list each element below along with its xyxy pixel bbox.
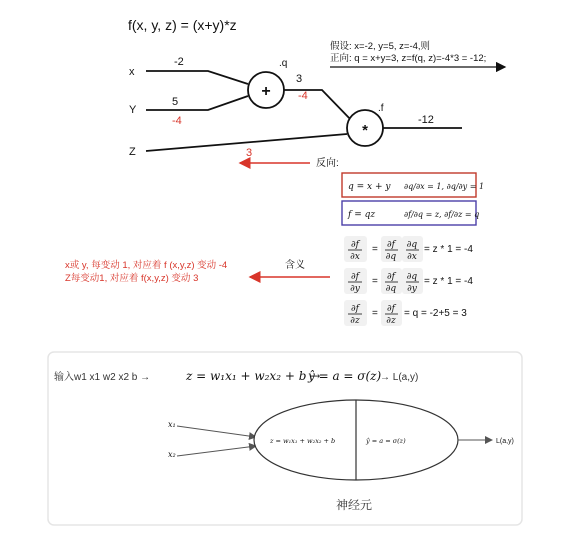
backward-label: 反向: <box>316 158 339 169</box>
multiply-node-symbol: * <box>362 122 368 139</box>
f-partials: ∂f/∂q = z, ∂f/∂z = q <box>404 210 480 219</box>
svg-text:∂y: ∂y <box>407 284 417 294</box>
meaning-label: 含义 <box>285 260 305 271</box>
svg-text:=: = <box>372 308 378 319</box>
svg-text:∂f: ∂f <box>387 272 395 282</box>
svg-text:∂f: ∂f <box>387 304 395 314</box>
z-gradient-value: 3 <box>246 147 253 159</box>
function-title: f(x, y, z) = (x+y)*z <box>128 17 237 33</box>
q-equation: q = x + y <box>348 182 391 192</box>
x-forward-value: -2 <box>174 56 184 68</box>
svg-text:∂y: ∂y <box>350 284 360 294</box>
plus-node-symbol: + <box>261 83 271 100</box>
edge-q-to-mult <box>284 90 353 122</box>
neuron-inner-linear: z = w₁x₁ + w₂x₂ + b <box>270 437 336 445</box>
y-forward-value: 5 <box>172 96 179 108</box>
edge-x-to-plus <box>146 71 248 84</box>
svg-text:=: = <box>372 276 378 287</box>
explanation-xy: x或 y, 每变动 1, 对应着 f (x,y,z) 变动 -4 <box>65 260 228 271</box>
svg-text:∂q: ∂q <box>385 284 397 294</box>
f-forward-value: -12 <box>418 114 434 126</box>
q-gradient-value: -4 <box>298 90 308 102</box>
assumption-line: 假设: x=-2, y=5, z=-4,则 <box>330 41 431 52</box>
svg-text:=: = <box>372 244 378 255</box>
svg-text:∂f: ∂f <box>351 272 359 282</box>
svg-text:∂z: ∂z <box>386 316 396 326</box>
svg-text:∂x: ∂x <box>407 252 417 262</box>
neuron-caption: 神经元 <box>336 498 373 512</box>
chain-rule-dz <box>344 300 402 326</box>
edge-y-to-plus <box>146 96 248 110</box>
f-equation: f = qz <box>348 210 376 220</box>
chain-dy-result: = z * 1 = -4 <box>424 276 473 287</box>
neuron-output-loss: L(a,y) <box>496 438 514 445</box>
input-y-label: Y <box>129 104 137 116</box>
neuron-header-inputs: 输入w1 x1 w2 x2 b → <box>54 372 151 383</box>
plus-node-label: .q <box>279 58 288 69</box>
q-forward-value: 3 <box>296 73 303 85</box>
chain-rule-dy <box>344 268 423 294</box>
svg-text:∂q: ∂q <box>385 252 397 262</box>
explanation-z: Z每变动1, 对应着 f(x,y,z) 变动 3 <box>65 273 199 284</box>
neuron-input-x2: x₂ <box>168 450 176 459</box>
q-partials: ∂q/∂x = 1, ∂q/∂y = 1 <box>404 182 485 191</box>
chain-dx-result: = z * 1 = -4 <box>424 244 473 255</box>
svg-text:∂q: ∂q <box>406 240 418 250</box>
svg-text:∂q: ∂q <box>406 272 418 282</box>
svg-text:∂f: ∂f <box>351 240 359 250</box>
svg-text:∂f: ∂f <box>351 304 359 314</box>
input-z-label: Z <box>129 146 136 158</box>
input-x-label: x <box>129 66 135 78</box>
forward-pass-line: 正向: q = x+y=3, z=f(q, z)=-4*3 = -12; <box>330 53 487 64</box>
y-gradient-value: -4 <box>172 115 182 127</box>
chain-rule-dx <box>344 236 423 262</box>
neuron-inner-activation: ŷ = a = σ(z) <box>366 437 406 445</box>
svg-text:∂z: ∂z <box>350 316 360 326</box>
neuron-header-z-equation: z = w₁x₁ + w₂x₂ + b → <box>186 369 321 383</box>
neuron-input-x1: x₁ <box>168 420 176 429</box>
svg-text:∂x: ∂x <box>350 252 360 262</box>
svg-text:∂f: ∂f <box>387 240 395 250</box>
multiply-node-label: .f <box>378 103 384 114</box>
neuron-header-loss: → L(a,y) <box>380 372 419 383</box>
neuron-header-activation: ŷ = a = σ(z) <box>308 369 382 383</box>
chain-dz-result: = q = -2+5 = 3 <box>404 308 467 319</box>
